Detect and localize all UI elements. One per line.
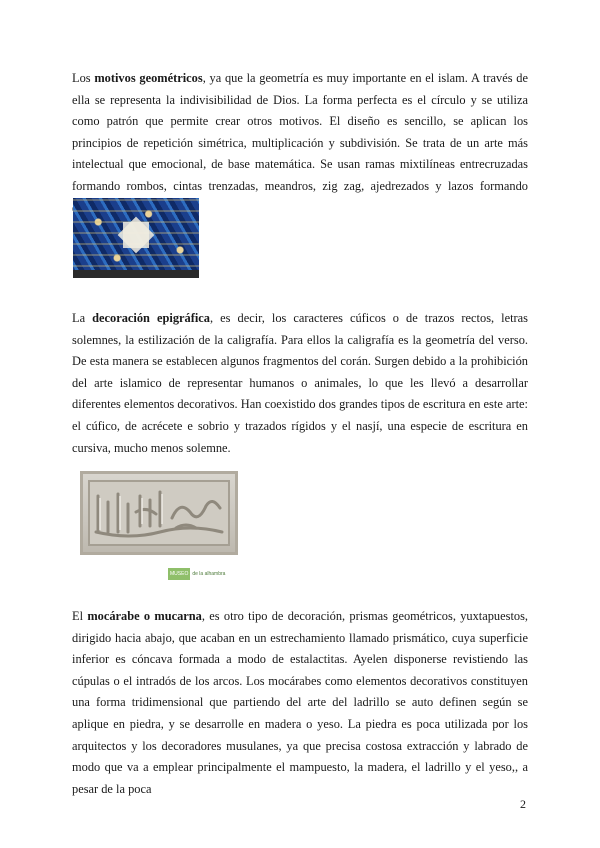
- image-frame-bottom: [73, 270, 199, 278]
- calligraphy-relief: [90, 482, 228, 544]
- epigraphic-panel-image: [80, 471, 238, 555]
- star-shape: [123, 222, 149, 248]
- credit-text: de la alhambra: [192, 571, 226, 577]
- term-geometric-motifs: motivos geométricos: [94, 71, 203, 85]
- paragraph-lead: Los: [72, 71, 95, 85]
- paragraph-lead: La: [72, 311, 93, 325]
- paragraph-body: , es decir, los caracteres cúficos o de trazos rectos, letras solemnes, la estilización de la caligrafía. Para ellos la caligrafía es la geometría del verso. De esta manera se establecen algunos fragmentos del corán. Surgen debido a la prohibición del arte islamico de representar humanos o animales, lo que les llevó a desarrollar diferentes elementos decorativos. Han coexistido dos grandes tipos de escritura en este arte: el cúfico, de acrécete e sobrio y trazados rígidos y el nasjí, una especie de escritura en cursiva, mucho menos solemne.: [72, 311, 528, 455]
- term-epigraphic-decoration: decoración epigráfica: [92, 311, 210, 325]
- paragraph-body: , ya que la geometría es muy importante en el islam. A través de ella se representa la indivisibilidad de Dios. La forma perfecta es el círculo y se utiliza como patrón que permite crear otros motivos. El diseño es sencillo, se aplican los principios de repetición simétrica, multiplicación y subdivisión. Se trata de un arte más intelectual que emocional, de base matemática. Se usan ramas mixtilíneas entrecruzadas formando rombos, cintas trenzadas, meandros, zig zag, ajedrezados y lazos formando: [72, 71, 528, 193]
- paragraph-lead: El: [72, 609, 88, 623]
- credit-badge: MUSEO: [168, 568, 190, 580]
- term-muqarnas: mocárabe o mucarna: [87, 609, 202, 623]
- paragraph-geometric-motifs: [72, 68, 528, 219]
- paragraph-epigraphic-decoration: [72, 308, 528, 459]
- image-credit: [168, 568, 242, 580]
- page-number: 2: [520, 797, 526, 811]
- paragraph-body: , es otro tipo de decoración, prismas geométricos, yuxtapuestos, dirigido hacia abajo, que acaban en un estrechamiento llamado prismático, cuya superficie inferior es cóncava formada a modo de estalactitas. Ayelen disponerse revistiendo las cúpulas o el intradós de los arcos. Los mocárabes como elementos decorativos constituyen una forma tridimensional que partiendo del arte del ladrillo se auto definen según se aplique en piedra, y se desarrolle en madera o yeso. La piedra es poca utilizada por los arquitectos y los decoradores musulanes, ya que precisa costosa extracción y labrado de modo que va a emplear principalmente el mampuesto, la madera, el ladrillo y el yeso,, a pesar de la poca: [72, 609, 529, 796]
- paragraph-muqarnas: [72, 606, 528, 800]
- geometric-tile-image: [73, 198, 199, 278]
